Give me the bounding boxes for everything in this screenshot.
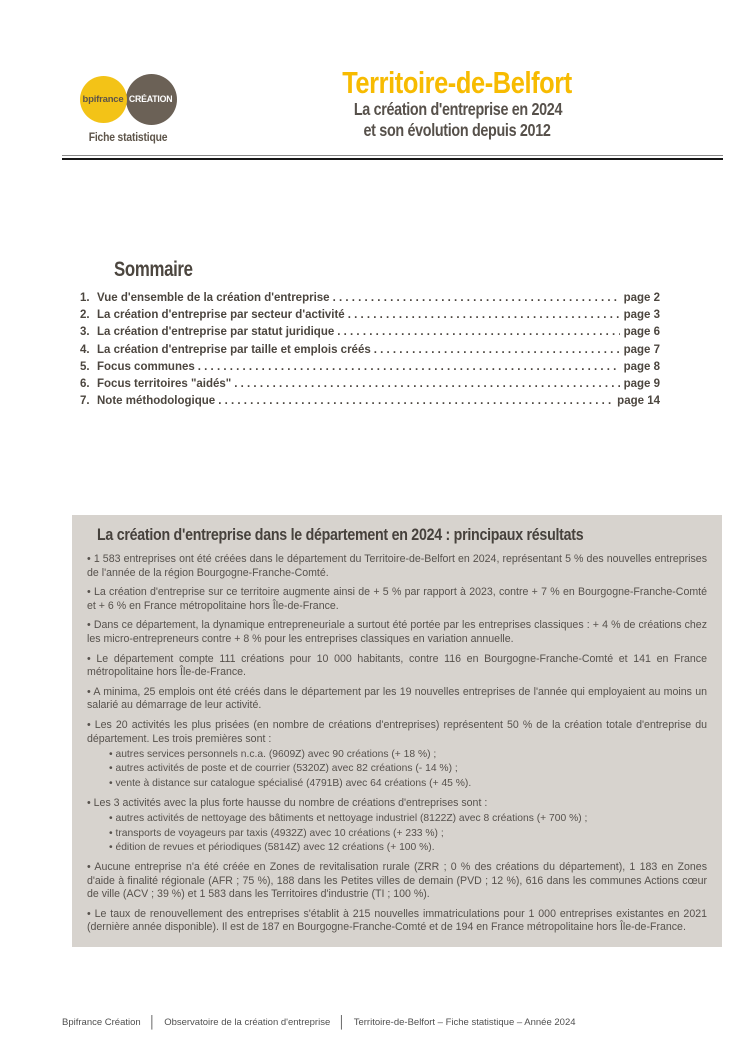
result-bullet: • 1 583 entreprises ont été créées dans le département du Territoire-de-Belfort en 2024, représentant 5 % des nouvelles entreprises de l'année de la région Bourgogne-Franche-Comté. <box>87 553 707 580</box>
toc-item-number: 3. <box>80 326 90 339</box>
toc-item-label: Focus territoires "aidés" <box>97 377 232 390</box>
toc-item-page: page 2 <box>623 292 660 304</box>
result-bullet: • Le taux de renouvellement des entreprises s'établit à 215 nouvelles immatriculations pour 1 000 entreprises existantes en 2021 (dernière année disponible). Il est de 187 en Bourgogne-Franche-Comté et de 194 en France métropolitaine hors Île-de-France. <box>87 908 707 935</box>
result-bullet: • Dans ce département, la dynamique entrepreneuriale a surtout été portée par les entreprises classiques : + 4 % de créations chez les micro-entrepreneurs contre + 8 % pour les entreprises classiques en variation annuelle. <box>87 619 707 646</box>
toc-item-page: page 8 <box>623 360 660 373</box>
title-block <box>225 66 690 141</box>
toc-item-number: 2. <box>80 309 90 322</box>
result-bullet: • Les 20 activités les plus prisées (en nombre de créations d'entreprises) représentent 50 % de la création totale d'entreprise du département. Les trois premières sont : <box>87 719 707 746</box>
toc-item-page: page 6 <box>623 326 660 339</box>
page-subtitle-line1: La création d'entreprise en 2024 <box>353 99 562 119</box>
toc-item-label: La création d'entreprise par secteur d'activité <box>97 309 345 322</box>
toc-item <box>80 344 660 361</box>
footer-brand: Bpifrance Création <box>62 1016 141 1028</box>
result-sub-bullet: • autres activités de poste et de courrier (5320Z) avec 82 créations (- 14 %) ; <box>109 762 707 775</box>
result-bullet: • Les 3 activités avec la plus forte hausse du nombre de créations d'entreprises sont : <box>87 797 707 811</box>
toc-item-page: page 3 <box>623 309 660 322</box>
toc-item-number: 1. <box>80 292 90 304</box>
page-footer <box>62 1015 723 1029</box>
toc-leader-dots <box>333 292 620 304</box>
brand-logo-block <box>68 74 188 144</box>
footer-source: Observatoire de la création d'entreprise <box>164 1016 331 1028</box>
toc-item <box>80 395 660 412</box>
bpifrance-logo-text: bpifrance <box>82 94 124 105</box>
bpifrance-logo-icon <box>80 76 127 123</box>
toc-item-number: 4. <box>80 343 90 356</box>
toc-leader-dots <box>348 309 620 321</box>
toc-item <box>80 309 660 326</box>
toc-item <box>80 326 660 343</box>
toc-item-page: page 9 <box>623 377 660 390</box>
result-bullet: • A minima, 25 emplois ont été créés dans le département par les 19 nouvelles entreprises de l'année qui employaient au moins un salarié au démarrage de leur activité. <box>87 686 707 713</box>
toc-item-label: Focus communes <box>97 360 195 373</box>
toc-item-number: 5. <box>80 360 90 373</box>
page-subtitle-line2: et son évolution depuis 2012 <box>364 120 551 140</box>
key-results-heading: La création d'entreprise dans le département en 2024 : principaux résultats <box>97 526 584 544</box>
toc-item-page: page 7 <box>623 343 660 356</box>
result-bullet: • Le département compte 111 créations pour 10 000 habitants, contre 116 en Bourgogne-Franche-Comté et 141 en France métropolitaine hors Île-de-France. <box>87 653 707 680</box>
toc-item-number: 7. <box>80 395 90 408</box>
footer-document-title: Territoire-de-Belfort – Fiche statistique – Année 2024 <box>353 1016 576 1028</box>
toc-leader-dots <box>337 326 619 338</box>
toc-item-label: La création d'entreprise par statut juridique <box>97 326 335 339</box>
result-sub-bullet: • autres services personnels n.c.a. (9609Z) avec 90 créations (+ 18 %) ; <box>109 748 707 761</box>
toc-item-label: Vue d'ensemble de la création d'entreprise <box>97 292 330 304</box>
creation-logo-icon <box>126 74 177 125</box>
table-of-contents <box>80 292 660 412</box>
toc-leader-dots <box>234 378 619 390</box>
toc-item-number: 6. <box>80 377 90 390</box>
bpifrance-creation-logo <box>68 74 188 125</box>
result-bullet: • Aucune entreprise n'a été créée en Zones de revitalisation rurale (ZRR ; 0 % des créations du département), 1 183 en Zones d'aide à finalité régionale (AFR ; 75 %), 188 dans les Petites villes de demain (PVD ; 12 %), 616 dans les communes Actions cœur de ville (ACV ; 39 %) et 1 583 dans les Territoires d'industrie (TI ; 100 %). <box>87 861 707 902</box>
result-sub-bullet: • transports de voyageurs par taxis (4932Z) avec 10 créations (+ 233 %) ; <box>109 827 707 840</box>
result-bullet: • La création d'entreprise sur ce territoire augmente ainsi de + 5 % par rapport à 2023, contre + 7 % en Bourgogne-Franche-Comté et + 6 % en France métropolitaine hors Île-de-France. <box>87 586 707 613</box>
toc-item <box>80 378 660 395</box>
key-results-box <box>72 515 722 947</box>
toc-item-label: Note méthodologique <box>97 395 216 408</box>
header-divider <box>62 155 723 160</box>
footer-separator: │ <box>338 1015 346 1029</box>
result-sub-bullet: • autres activités de nettoyage des bâtiments et nettoyage industriel (8122Z) avec 8 créations (+ 700 %) ; <box>109 812 707 825</box>
result-sub-bullet: • vente à distance sur catalogue spécialisé (4791B) avec 64 créations (+ 45 %). <box>109 777 707 790</box>
toc-leader-dots <box>374 344 620 356</box>
toc-heading: Sommaire <box>114 258 193 281</box>
toc-leader-dots <box>218 395 613 407</box>
toc-leader-dots <box>198 361 620 373</box>
result-sub-bullet: • édition de revues et périodiques (5814Z) avec 12 créations (+ 100 %). <box>109 841 707 854</box>
toc-item-page: page 14 <box>617 395 660 408</box>
logo-tagline: Fiche statistique <box>88 132 168 144</box>
creation-logo-text: CRÉATION <box>129 94 173 105</box>
page-title: Territoire-de-Belfort <box>342 65 573 100</box>
footer-separator: │ <box>148 1015 157 1029</box>
toc-item-label: La création d'entreprise par taille et emplois créés <box>97 343 371 356</box>
toc-item <box>80 361 660 378</box>
toc-item <box>80 292 660 309</box>
